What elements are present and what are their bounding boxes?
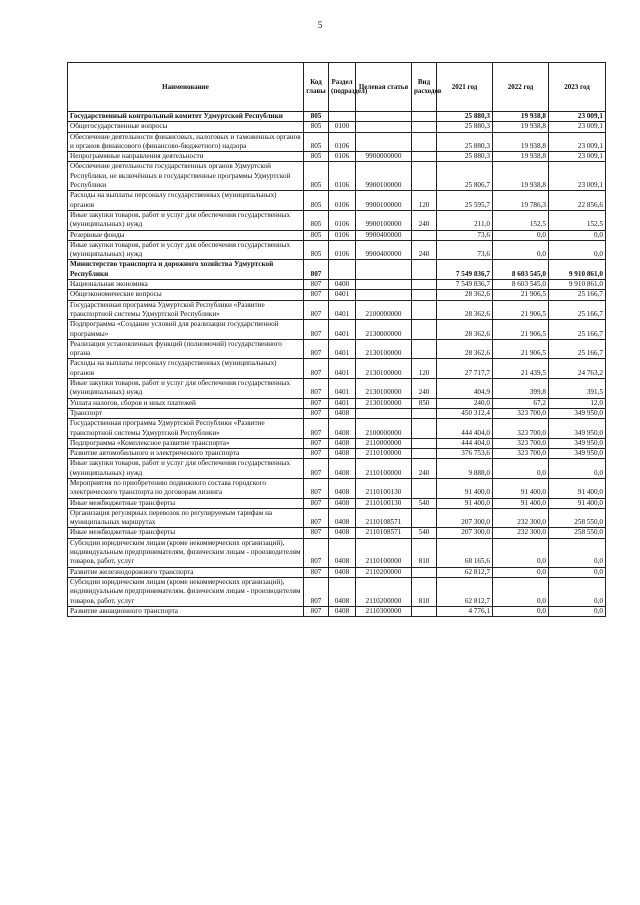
cell-section: 0106 — [329, 210, 356, 230]
cell-name: Министерство транспорта и дорожного хозяйства Удмуртской Республики — [68, 260, 304, 280]
table-row — [68, 191, 606, 211]
header-2022: 2022 год — [493, 63, 549, 112]
cell-2021: 91 400,0 — [437, 478, 493, 498]
cell-target: 2110108571 — [356, 508, 412, 528]
cell-target: 2130100000 — [356, 398, 412, 408]
table-row — [68, 240, 606, 260]
table-row — [68, 122, 606, 132]
cell-expense-type: 810 — [412, 577, 437, 606]
cell-code: 805 — [304, 191, 329, 211]
cell-target: 2110108571 — [356, 528, 412, 538]
cell-expense-type: 240 — [412, 379, 437, 399]
cell-name: Транспорт — [68, 408, 304, 418]
cell-2023: 91 400,0 — [549, 498, 606, 508]
cell-code: 807 — [304, 339, 329, 359]
cell-2021: 207 300,0 — [437, 528, 493, 538]
cell-2021: 404,9 — [437, 379, 493, 399]
cell-target: 9900100000 — [356, 191, 412, 211]
cell-2021: 207 300,0 — [437, 508, 493, 528]
cell-name: Обеспечение деятельности финансовых, налоговых и таможенных органов и органов финансового (финансово-бюджетного) надзора — [68, 132, 304, 152]
table-row — [68, 290, 606, 300]
cell-target — [356, 132, 412, 152]
cell-2022: 152,5 — [493, 210, 549, 230]
cell-target: 9900100000 — [356, 162, 412, 191]
cell-2022: 21 906,5 — [493, 300, 549, 320]
cell-section: 0408 — [329, 459, 356, 479]
cell-code: 805 — [304, 210, 329, 230]
cell-expense-type — [412, 508, 437, 528]
header-section: Раздел (подраздел) — [329, 63, 356, 112]
table-row — [68, 320, 606, 340]
cell-2023: 349 950,0 — [549, 449, 606, 459]
cell-2023: 9 910 861,0 — [549, 280, 606, 290]
cell-name: Иные межбюджетные трансферты — [68, 528, 304, 538]
cell-target — [356, 112, 412, 122]
cell-name: Подпрограмма «Создание условий для реализации государственной программы» — [68, 320, 304, 340]
cell-2021: 28 362,6 — [437, 339, 493, 359]
cell-name: Развитие автомобильного и электрического транспорта — [68, 449, 304, 459]
cell-code: 807 — [304, 300, 329, 320]
cell-section: 0408 — [329, 438, 356, 448]
cell-target — [356, 280, 412, 290]
cell-expense-type — [412, 162, 437, 191]
cell-name: Государственная программа Удмуртской Республики «Развитие транспортной системы Удмуртской Республики» — [68, 419, 304, 439]
cell-name: Развитие авиационного транспорта — [68, 606, 304, 616]
cell-target: 2130000000 — [356, 320, 412, 340]
cell-2022: 0,0 — [493, 240, 549, 260]
cell-expense-type — [412, 112, 437, 122]
header-2023: 2023 год — [549, 63, 606, 112]
cell-target — [356, 290, 412, 300]
cell-name: Субсидии юридическим лицам (кроме некоммерческих организаций), индивидуальным предпринимателям, физическим лицам - производителям товаров, работ, услуг — [68, 577, 304, 606]
cell-2022: 19 938,8 — [493, 152, 549, 162]
table-row — [68, 162, 606, 191]
cell-target: 2110100130 — [356, 478, 412, 498]
cell-name: Непрограммные направления деятельности — [68, 152, 304, 162]
cell-target: 9900400000 — [356, 230, 412, 240]
table-row — [68, 459, 606, 479]
cell-target: 2100000000 — [356, 300, 412, 320]
cell-code: 805 — [304, 162, 329, 191]
cell-target: 2130100000 — [356, 379, 412, 399]
cell-target — [356, 260, 412, 280]
cell-code: 807 — [304, 577, 329, 606]
cell-2023: 0,0 — [549, 538, 606, 567]
cell-target: 2110100000 — [356, 459, 412, 479]
cell-name: Иные закупки товаров, работ и услуг для обеспечения государственных (муниципальных) нужд — [68, 459, 304, 479]
cell-code: 807 — [304, 408, 329, 418]
cell-section: 0408 — [329, 538, 356, 567]
table-row — [68, 230, 606, 240]
cell-2022: 0,0 — [493, 577, 549, 606]
cell-name: Расходы на выплаты персоналу государственных (муниципальных) органов — [68, 191, 304, 211]
cell-name: Иные межбюджетные трансферты — [68, 498, 304, 508]
cell-section: 0401 — [329, 379, 356, 399]
cell-2021: 27 717,7 — [437, 359, 493, 379]
cell-code: 807 — [304, 478, 329, 498]
cell-2021: 7 549 836,7 — [437, 260, 493, 280]
cell-2023: 0,0 — [549, 606, 606, 616]
cell-2023: 258 550,0 — [549, 528, 606, 538]
cell-2021: 9 888,0 — [437, 459, 493, 479]
table-row — [68, 508, 606, 528]
cell-name: Уплата налогов, сборов и иных платежей — [68, 398, 304, 408]
cell-name: Государственный контрольный комитет Удмуртской Республики — [68, 112, 304, 122]
cell-code: 807 — [304, 419, 329, 439]
cell-expense-type — [412, 408, 437, 418]
table-header-row — [68, 63, 606, 112]
cell-2021: 25 880,3 — [437, 112, 493, 122]
cell-code: 807 — [304, 379, 329, 399]
cell-code: 807 — [304, 508, 329, 528]
cell-2023: 23 009,1 — [549, 112, 606, 122]
cell-2023: 349 950,0 — [549, 408, 606, 418]
cell-2021: 25 880,3 — [437, 152, 493, 162]
cell-target: 2110000000 — [356, 438, 412, 448]
cell-2023: 24 763,2 — [549, 359, 606, 379]
header-code: Код главы — [304, 63, 329, 112]
table-row — [68, 339, 606, 359]
cell-2023: 91 400,0 — [549, 478, 606, 498]
cell-2022: 323 700,0 — [493, 438, 549, 448]
cell-name: Резервные фонды — [68, 230, 304, 240]
cell-section: 0408 — [329, 408, 356, 418]
cell-name: Национальная экономика — [68, 280, 304, 290]
table-row — [68, 112, 606, 122]
cell-target: 2100000000 — [356, 419, 412, 439]
cell-section: 0400 — [329, 280, 356, 290]
cell-code: 807 — [304, 359, 329, 379]
cell-expense-type — [412, 438, 437, 448]
cell-expense-type — [412, 449, 437, 459]
cell-code: 805 — [304, 112, 329, 122]
cell-target — [356, 122, 412, 132]
cell-2021: 25 595,7 — [437, 191, 493, 211]
cell-2021: 240,0 — [437, 398, 493, 408]
cell-2021: 25 806,7 — [437, 162, 493, 191]
cell-2022: 19 938,8 — [493, 132, 549, 152]
cell-section: 0408 — [329, 577, 356, 606]
cell-name: Развитие железнодорожного транспорта — [68, 567, 304, 577]
cell-target: 9900100000 — [356, 210, 412, 230]
cell-2023: 25 166,7 — [549, 290, 606, 300]
cell-expense-type — [412, 260, 437, 280]
cell-2023: 258 550,0 — [549, 508, 606, 528]
cell-code: 807 — [304, 438, 329, 448]
table-row — [68, 606, 606, 616]
cell-code: 805 — [304, 240, 329, 260]
cell-name: Субсидии юридическим лицам (кроме некоммерческих организаций), индивидуальным предпринимателям, физическим лицам - производителям товаров, работ, услуг — [68, 538, 304, 567]
cell-code: 807 — [304, 606, 329, 616]
cell-expense-type: 120 — [412, 359, 437, 379]
cell-expense-type — [412, 280, 437, 290]
cell-2021: 211,0 — [437, 210, 493, 230]
cell-2023: 0,0 — [549, 230, 606, 240]
header-2021: 2021 год — [437, 63, 493, 112]
table-row — [68, 449, 606, 459]
cell-expense-type: 810 — [412, 538, 437, 567]
cell-2023: 152,5 — [549, 210, 606, 230]
cell-section: 0408 — [329, 498, 356, 508]
table-row — [68, 478, 606, 498]
cell-code: 807 — [304, 459, 329, 479]
table-row — [68, 379, 606, 399]
cell-name: Реализация установленных функций (полномочий) государственного органа — [68, 339, 304, 359]
table-row — [68, 419, 606, 439]
cell-code: 807 — [304, 538, 329, 567]
cell-2022: 21 906,5 — [493, 339, 549, 359]
cell-expense-type — [412, 300, 437, 320]
cell-2023: 23 009,1 — [549, 132, 606, 152]
table-row — [68, 398, 606, 408]
cell-section: 0401 — [329, 290, 356, 300]
cell-expense-type: 240 — [412, 459, 437, 479]
cell-section: 0106 — [329, 230, 356, 240]
cell-2021: 444 404,0 — [437, 419, 493, 439]
cell-section: 0401 — [329, 300, 356, 320]
cell-section: 0106 — [329, 162, 356, 191]
cell-2023: 0,0 — [549, 240, 606, 260]
header-target: Целевая статья — [356, 63, 412, 112]
cell-2021: 25 880,3 — [437, 132, 493, 152]
table-row — [68, 359, 606, 379]
table-row — [68, 528, 606, 538]
cell-2022: 0,0 — [493, 230, 549, 240]
table-row — [68, 132, 606, 152]
cell-2021: 62 812,7 — [437, 577, 493, 606]
budget-table — [67, 62, 606, 617]
cell-expense-type: 120 — [412, 191, 437, 211]
cell-name: Подпрограмма «Комплексное развитие транспорта» — [68, 438, 304, 448]
cell-section: 0408 — [329, 419, 356, 439]
cell-2022: 19 938,8 — [493, 112, 549, 122]
cell-code: 807 — [304, 449, 329, 459]
cell-2022: 323 700,0 — [493, 419, 549, 439]
cell-code: 807 — [304, 280, 329, 290]
cell-name: Мероприятия по приобретению подвижного состава городского электрического транспорта по договорам лизинга — [68, 478, 304, 498]
cell-expense-type — [412, 290, 437, 300]
cell-target: 2130100000 — [356, 359, 412, 379]
table-row — [68, 152, 606, 162]
cell-2022: 91 400,0 — [493, 498, 549, 508]
cell-section — [329, 260, 356, 280]
cell-2023: 23 009,1 — [549, 152, 606, 162]
cell-section: 0408 — [329, 449, 356, 459]
cell-2023: 12,0 — [549, 398, 606, 408]
cell-2023: 25 166,7 — [549, 300, 606, 320]
cell-expense-type: 540 — [412, 498, 437, 508]
cell-name: Общегосударственные вопросы — [68, 122, 304, 132]
cell-expense-type — [412, 478, 437, 498]
cell-2021: 25 880,3 — [437, 122, 493, 132]
page-number: 5 — [317, 20, 323, 30]
cell-2023: 0,0 — [549, 567, 606, 577]
cell-section: 0401 — [329, 359, 356, 379]
cell-2023: 25 166,7 — [549, 320, 606, 340]
cell-name: Организация регулярных перевозок по регулируемым тарифам на муниципальных маршрутах — [68, 508, 304, 528]
cell-code: 805 — [304, 122, 329, 132]
cell-2023: 349 950,0 — [549, 438, 606, 448]
cell-section: 0106 — [329, 191, 356, 211]
cell-2021: 28 362,6 — [437, 290, 493, 300]
cell-expense-type: 240 — [412, 210, 437, 230]
cell-2022: 19 938,8 — [493, 122, 549, 132]
cell-2021: 444 404,0 — [437, 438, 493, 448]
cell-2021: 376 753,6 — [437, 449, 493, 459]
cell-name: Государственная программа Удмуртской Республики «Развитие транспортной системы Удмуртской Республики» — [68, 300, 304, 320]
cell-2021: 73,6 — [437, 240, 493, 260]
cell-code: 807 — [304, 290, 329, 300]
cell-2023: 349 950,0 — [549, 419, 606, 439]
cell-2023: 22 856,6 — [549, 191, 606, 211]
cell-code: 805 — [304, 132, 329, 152]
cell-name: Общеэкономические вопросы — [68, 290, 304, 300]
cell-2022: 67,2 — [493, 398, 549, 408]
cell-2023: 0,0 — [549, 459, 606, 479]
cell-expense-type — [412, 230, 437, 240]
cell-code: 805 — [304, 230, 329, 240]
cell-name: Расходы на выплаты персоналу государственных (муниципальных) органов — [68, 359, 304, 379]
cell-section: 0106 — [329, 152, 356, 162]
cell-2023: 23 009,1 — [549, 162, 606, 191]
cell-2022: 91 400,0 — [493, 478, 549, 498]
cell-code: 807 — [304, 260, 329, 280]
cell-target — [356, 408, 412, 418]
cell-code: 805 — [304, 152, 329, 162]
cell-2021: 7 549 836,7 — [437, 280, 493, 290]
cell-target: 2110100000 — [356, 449, 412, 459]
cell-2023: 9 910 861,0 — [549, 260, 606, 280]
cell-2022: 19 938,8 — [493, 162, 549, 191]
cell-2022: 323 700,0 — [493, 449, 549, 459]
cell-2022: 0,0 — [493, 606, 549, 616]
header-expense-type: Вид расходов — [412, 63, 437, 112]
cell-section: 0408 — [329, 606, 356, 616]
cell-expense-type — [412, 122, 437, 132]
cell-target: 2110100130 — [356, 498, 412, 508]
cell-2022: 323 700,0 — [493, 408, 549, 418]
cell-section: 0408 — [329, 567, 356, 577]
table-row — [68, 280, 606, 290]
cell-name: Иные закупки товаров, работ и услуг для обеспечения государственных (муниципальных) нужд — [68, 379, 304, 399]
cell-target: 2110200000 — [356, 577, 412, 606]
cell-section: 0401 — [329, 320, 356, 340]
cell-expense-type — [412, 132, 437, 152]
table-row — [68, 498, 606, 508]
cell-section: 0408 — [329, 508, 356, 528]
cell-target: 2110300000 — [356, 606, 412, 616]
cell-2023: 23 009,1 — [549, 122, 606, 132]
cell-name: Иные закупки товаров, работ и услуг для обеспечения государственных (муниципальных) нужд — [68, 210, 304, 230]
cell-2022: 399,8 — [493, 379, 549, 399]
cell-2022: 21 906,5 — [493, 290, 549, 300]
cell-section: 0106 — [329, 240, 356, 260]
cell-code: 807 — [304, 528, 329, 538]
cell-section: 0100 — [329, 122, 356, 132]
cell-expense-type: 240 — [412, 240, 437, 260]
cell-expense-type — [412, 320, 437, 340]
cell-section: 0106 — [329, 132, 356, 152]
cell-2022: 21 439,5 — [493, 359, 549, 379]
cell-section: 0408 — [329, 478, 356, 498]
table-row — [68, 210, 606, 230]
cell-2023: 25 166,7 — [549, 339, 606, 359]
cell-target: 2110200000 — [356, 567, 412, 577]
cell-2022: 0,0 — [493, 567, 549, 577]
cell-code: 807 — [304, 398, 329, 408]
cell-2022: 21 906,5 — [493, 320, 549, 340]
table-row — [68, 577, 606, 606]
cell-2021: 91 400,0 — [437, 498, 493, 508]
cell-2023: 0,0 — [549, 577, 606, 606]
header-name: Наименование — [68, 63, 304, 112]
cell-section — [329, 112, 356, 122]
cell-target: 9900400000 — [356, 240, 412, 260]
cell-expense-type — [412, 339, 437, 359]
cell-2021: 450 312,4 — [437, 408, 493, 418]
cell-expense-type: 540 — [412, 528, 437, 538]
cell-code: 807 — [304, 498, 329, 508]
cell-2021: 28 362,6 — [437, 300, 493, 320]
cell-expense-type — [412, 606, 437, 616]
cell-2022: 232 300,0 — [493, 508, 549, 528]
cell-section: 0401 — [329, 339, 356, 359]
cell-2021: 4 776,1 — [437, 606, 493, 616]
cell-expense-type — [412, 152, 437, 162]
cell-2022: 19 786,3 — [493, 191, 549, 211]
table-row — [68, 567, 606, 577]
cell-target: 2110100000 — [356, 538, 412, 567]
cell-code: 807 — [304, 567, 329, 577]
cell-expense-type — [412, 419, 437, 439]
table-row — [68, 538, 606, 567]
cell-2021: 68 165,6 — [437, 538, 493, 567]
cell-2022: 8 603 545,0 — [493, 260, 549, 280]
table-row — [68, 300, 606, 320]
cell-target: 9900000000 — [356, 152, 412, 162]
cell-section: 0401 — [329, 398, 356, 408]
cell-2021: 73,6 — [437, 230, 493, 240]
table-row — [68, 408, 606, 418]
cell-2022: 232 300,0 — [493, 528, 549, 538]
cell-name: Иные закупки товаров, работ и услуг для обеспечения государственных (муниципальных) нужд — [68, 240, 304, 260]
cell-expense-type: 850 — [412, 398, 437, 408]
cell-2022: 0,0 — [493, 459, 549, 479]
cell-section: 0408 — [329, 528, 356, 538]
table-row — [68, 260, 606, 280]
cell-2022: 0,0 — [493, 538, 549, 567]
cell-2023: 391,5 — [549, 379, 606, 399]
cell-2021: 28 362,6 — [437, 320, 493, 340]
cell-code: 807 — [304, 320, 329, 340]
cell-target: 2130100000 — [356, 339, 412, 359]
cell-name: Обеспечение деятельности государственных органов Удмуртской Республики, не включённых в государственные программы Удмуртской Республики — [68, 162, 304, 191]
cell-2021: 62 812,7 — [437, 567, 493, 577]
cell-2022: 8 603 545,0 — [493, 280, 549, 290]
cell-expense-type — [412, 567, 437, 577]
table-row — [68, 438, 606, 448]
